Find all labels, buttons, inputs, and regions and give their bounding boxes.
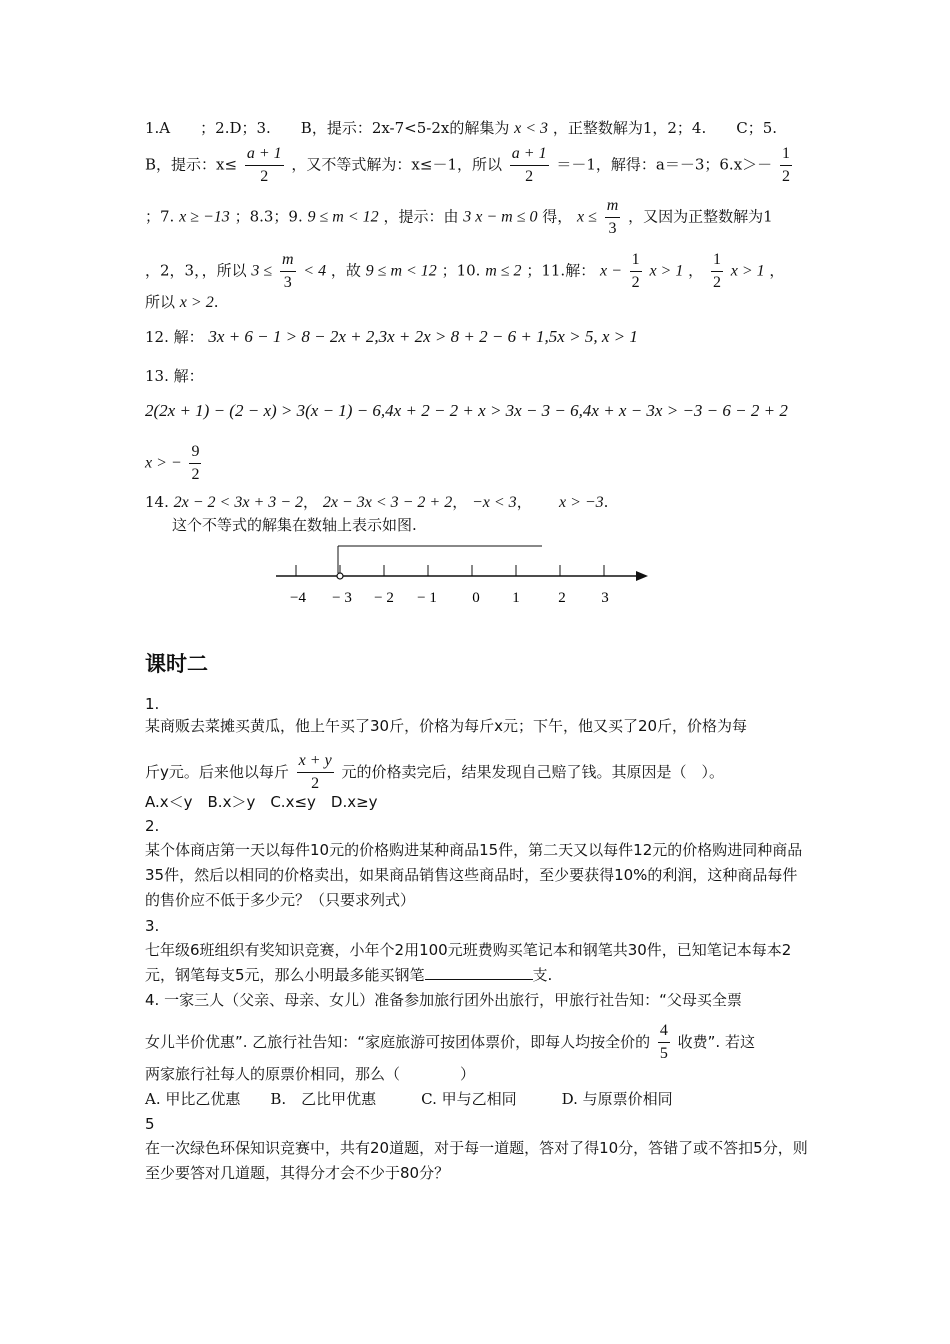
- fraction: $\frac{m}{3}$: [606, 197, 619, 237]
- tick-label: 1: [512, 590, 520, 606]
- math-expr: x ≥ −13: [179, 208, 230, 226]
- answer-text: 1.A ；2.D；3. B，提示：2x-7<5-2x的解集为: [145, 119, 510, 137]
- math-expr: 9 ≤ m < 12: [307, 208, 379, 226]
- q5-text: 在一次绿色环保知识竞赛中，共有20道题，对于每一道题，答对了得10分，答错了或不答扣5分，则至少要答对几道题，其得分才会不少于80分？: [145, 1139, 808, 1182]
- answer-q13-result: [145, 441, 204, 486]
- tick-label: 3: [601, 590, 609, 606]
- math-expr: x > −: [145, 454, 182, 472]
- fraction: $\frac{x + y}{2}$: [298, 752, 332, 792]
- answer-text: ＝－1，解得：a＝－3；6.x＞－: [556, 155, 773, 174]
- tick-label: − 1: [417, 590, 437, 606]
- math-expr: < 4: [303, 262, 327, 280]
- fraction: $\frac{a + 1}{2}$: [246, 145, 282, 185]
- tick-label: 2: [558, 590, 566, 606]
- answer-text: ，: [769, 261, 785, 280]
- q3-number: 3.: [145, 917, 160, 935]
- number-line: [270, 538, 660, 612]
- math-expr: x ≤: [577, 208, 597, 226]
- axis-arrow-icon: [636, 571, 648, 581]
- q1-text-2: 斤y元。后来他以每斤 $\frac{x + y}{2}$ 元的价格卖完后，结果发现自己赔了钱。其原因是（ ）。: [145, 750, 724, 795]
- q4-line-2: 女儿半价优惠”. 乙旅行社告知：“家庭旅游可按团体票价，即每人均按全价的 $\frac{4}{5}$ 收费”. 若这: [145, 1020, 755, 1065]
- answer-text: ；11.解：: [526, 261, 596, 280]
- answer-line-3: [145, 195, 773, 240]
- answer-q12: [145, 327, 638, 347]
- math-expr: x > 2: [179, 294, 214, 311]
- fraction: $\frac{1}{2}$: [712, 251, 721, 291]
- q4-line-3: 两家旅行社每人的原票价相同，那么（ ）: [145, 1065, 476, 1083]
- math-expr: 3 x − m ≤ 0: [463, 208, 538, 226]
- answer-q13-expr: [145, 401, 788, 421]
- fraction: $\frac{m}{3}$: [281, 251, 294, 291]
- q4-line-1: 4. 一家三人（父亲、母亲、女儿）准备参加旅行团外出旅行，甲旅行社告知：“父母买全票: [145, 991, 742, 1009]
- fraction: $\frac{1}{2}$: [631, 251, 640, 291]
- math-expr: x < 3: [514, 120, 549, 137]
- answer-text: 得，: [542, 207, 573, 226]
- answer-text: ，又因为正整数解为1: [628, 207, 773, 226]
- q1-text: 某商贩去菜摊买黄瓜，他上午买了30斤，价格为每斤x元；下午，他又买了20斤，价格为每: [145, 717, 748, 735]
- answer-q14-note: 这个不等式的解集在数轴上表示如图.: [172, 516, 417, 534]
- answer-text: ，故: [330, 261, 361, 280]
- answer-text: ；10.: [441, 261, 481, 280]
- answer-q14: 14. 2x − 2 < 3x + 3 − 2， 2x − 3x < 3 − 2 + 2， −x < 3， x > −3.: [145, 493, 609, 511]
- open-point: [337, 573, 343, 579]
- answer-q13-label: 13. 解：: [145, 367, 204, 385]
- math-expr: 3 ≤: [251, 262, 273, 280]
- fraction: $\frac{9}{2}$: [191, 443, 200, 483]
- q5-number: 5: [145, 1115, 155, 1133]
- q1-number: 1.: [145, 695, 160, 713]
- q2-number: 2.: [145, 817, 160, 835]
- section-title: 课时二: [145, 652, 208, 676]
- tick-label: − 3: [332, 590, 352, 606]
- tick-label: − 2: [374, 590, 394, 606]
- answer-line-4: [145, 249, 784, 294]
- fraction: $\frac{1}{2}$: [781, 145, 790, 185]
- answer-text: ；8.3；9.: [234, 207, 303, 226]
- answer-text: ，正整数解为1，2；4. C；5.: [552, 119, 778, 137]
- answer-text: ，2，3，，所以: [145, 261, 247, 280]
- math-expr: 3x + 6 − 1 > 8 − 2x + 2,3x + 2x > 8 + 2 − 6 + 1,5x > 5, x > 1: [208, 327, 638, 346]
- math-expr: x > 1: [730, 262, 765, 280]
- fraction: $\frac{4}{5}$: [659, 1022, 668, 1062]
- math-expr: 2(2x + 1) − (2 − x) > 3(x − 1) − 6,4x + 2 − 2 + x > 3x − 3 − 6,4x + x − 3x > −3 − 6 − 2 + 2: [145, 401, 788, 420]
- q3-text: 七年级6班组织有奖知识竞赛，小年个2用100元班费购买笔记本和钢笔共30件，已知笔记本每本2元，钢笔每支5元，那么小明最多能买钢笔 支.: [145, 941, 792, 984]
- math-expr: x > 1: [649, 262, 684, 280]
- question-label: 12. 解：: [145, 328, 204, 346]
- answer-line-1: [145, 118, 777, 139]
- answer-text: ，提示：由: [383, 207, 459, 226]
- q4-options: A. 甲比乙优惠 B. 乙比甲优惠 C. 甲与乙相同 D. 与原票价相同: [145, 1090, 673, 1108]
- q1-options: A.x＜y B.x＞y C.x≤y D.x≥y: [145, 793, 378, 811]
- answer-blank: [425, 965, 533, 980]
- tick-label: 0: [472, 590, 480, 606]
- tick-label: −4: [290, 590, 306, 606]
- fraction: $\frac{a + 1}{2}$: [511, 145, 547, 185]
- answer-text: B，提示：x≤: [145, 155, 238, 174]
- answer-text: ，: [688, 261, 704, 280]
- answer-text: ；7.: [145, 207, 175, 226]
- math-expr: m ≤ 2: [485, 262, 522, 280]
- answer-line-5: 所以 x > 2.: [145, 293, 219, 311]
- math-expr: 9 ≤ m < 12: [365, 262, 437, 280]
- answer-line-2: [145, 143, 795, 188]
- math-expr: x −: [599, 262, 622, 280]
- q2-text: 某个体商店第一天以每件10元的价格购进某种商品15件，第二天又以每件12元的价格购进同种商品35件，然后以相同的价格卖出，如果商品销售这些商品时，至少要获得10%的利润，这种商品每件的售价应不低于多少元？（只要求列式）: [145, 841, 803, 909]
- answer-text: ，又不等式解为：x≤－1，所以: [291, 155, 502, 174]
- answer-text: 所以: [145, 293, 176, 311]
